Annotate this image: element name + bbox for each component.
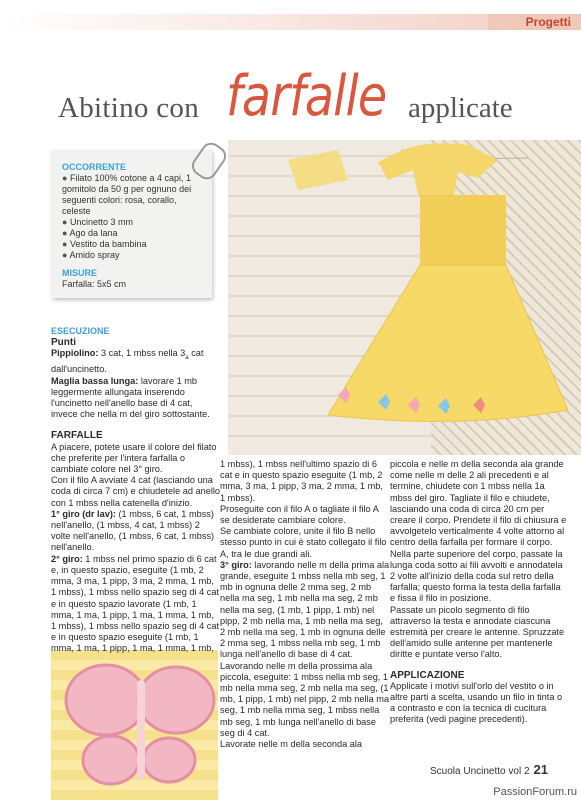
section-tab — [488, 14, 581, 30]
section-heading-esecuzione: ESECUZIONE — [51, 326, 110, 336]
title-part1: Abitino con — [58, 92, 200, 124]
paragraph: 3° giro: lavorando nelle m della prima ala grande, eseguite 1 mbss nella mb seg, 1 mb in ognuna delle 2 mma seg, 2 mb nella ma seg, 1 mb nella ma seg, 2 mb nella ma seg, (1 mb, 1 pipp, 1 mb) nel pipp, 2 mb nella ma, 1 mb nella ma seg, 2 mb nella ma seg, 1 mb in ognuna delle 2 mma seg, 1 mbss nella mb seg, 1 mb lunga nell'anello di base di 4 cat. Lavorando nelle m della prossima ala piccola, eseguite: 1 mbss nella mb seg, 1 mb nella mma seg, 2 mb nella ma seg, (1 mb, 1 pipp, 1 mb) nel pipp, 2 mb nella ma seg, 1 mb nella mma seg, 1 mbss nella mb seg, 1 mb lunga nell'anello di base seg di 4 cat. — [220, 559, 390, 738]
supply-item: ● Uncinetto 3 mm — [62, 217, 133, 227]
section-heading-applicazione: APPLICAZIONE — [390, 669, 465, 681]
paragraph: Con il filo A avviate 4 cat (lasciando una coda di circa 7 cm) e chiudetele ad anello con 1 mbss nella catenella d'inizio. — [51, 475, 221, 508]
dress-illustration — [228, 140, 581, 455]
magazine-name: Scuola Uncinetto vol 2 — [430, 766, 530, 777]
supply-item: ● Filato 100% cotone a 4 capi, 1 gomitolo da 50 g per ognuno dei seguenti colori: rosa, corallo, celeste — [62, 173, 192, 216]
column-1 — [51, 326, 221, 655]
paragraph: 2° giro: 1 mbss nel primo spazio di 6 cat e, in questo spazio, eseguite (1 mb, 2 mma, 3 ma, 1 pipp, 3 ma, 2 mma, 1 mb, 1 mbss), 1 mbss nello spazio seg di 4 cat e in questo spazio lavorate (1 mb, 1 mma, 1 ma, 1 pipp, 1 ma, 1 mma, 1 mb, 1 mbss), 1 mbss nello spazio seg di 4 cat e in questo spazio eseguite (1 mb, 1 mma, 1 ma, 1 pipp, 1 ma, 1 mma, 1 mb, — [51, 553, 220, 654]
title-part2: farfalle — [226, 64, 387, 129]
subheading-punti: Punti — [51, 337, 76, 349]
paragraph: 1 mbss), 1 mbss nell'ultimo spazio di 6 cat e in questo spazio eseguite (1 mb, 2 mma, 3 ma, 1 pipp, 3 ma, 2 mma, 1 mb, 1 mbss). — [220, 459, 383, 503]
supplies-card — [52, 150, 212, 298]
paragraph: Pippiolino: 3 cat, 1 mbss nella $3_a$ cat dall'uncinetto. — [51, 348, 204, 375]
title-part3: applicate — [408, 92, 513, 124]
paragraph: Maglia bassa lunga: lavorare 1 mb leggermente allungata inserendo l'uncinetto nell'anello base di 4 cat, invece che nella m del giro sottostante. — [51, 375, 210, 420]
supply-item: ● Amido spray — [62, 250, 120, 260]
sizes-heading: MISURE — [62, 268, 98, 278]
column-3 — [390, 459, 568, 726]
supply-item: ● Vestito da bambina — [62, 239, 147, 249]
paragraph: 1° giro (dr lav): (1 mbss, 6 cat, 1 mbss) nell'anello, (1 mbss, 4 cat, 1 mbss) 2 volte nell'anello, (1 mbss, 6 cat, 1 mbss) nell'anello. — [51, 508, 215, 553]
paragraph: A piacere, potete usare il colore del filato che preferite per l'intera farfalla o cambiate colore nel 3° giro. — [51, 441, 217, 475]
page-title — [58, 64, 578, 136]
page-number: 21 — [533, 762, 548, 777]
section-heading-farfalle: FARFALLE — [51, 430, 103, 442]
page-footer — [430, 762, 548, 777]
butterfly-photo — [51, 650, 218, 800]
column-2 — [220, 459, 390, 750]
paragraph: Lavorate nelle m della seconda ala — [220, 739, 362, 750]
paragraph: Passate un picolo segmento di filo attraverso la testa e annodate ciascuna estremità per creare le antenne. Spruzzate dell'amido sulle antenne per mantenerle diritte e puntate verso l'alto. — [390, 604, 565, 660]
dress-photo — [228, 140, 581, 455]
supplies-heading: OCCORRENTE — [62, 162, 127, 172]
paragraph: Se cambiate colore, unite il filo B nello stesso punto in cui è stato collegato il filo A, tra le due grandi ali. — [220, 526, 387, 559]
paragraph: Proseguite con il filo A o tagliate il filo A se desiderate cambiare colore. — [220, 503, 379, 526]
watermark: PassionForum.ru — [493, 786, 577, 798]
header-bar — [0, 14, 488, 30]
paragraph: Nella parte superiore del corpo, passate la lunga coda sotto ai fili avvolti e annodatela 2 volte all'inizio della coda sul retro della farfalla; questo forma la testa della farfalla e fissa il filo in posizione. — [390, 548, 563, 604]
sizes-text: Farfalla: 5x5 cm — [62, 279, 127, 289]
paragraph: Applicate i motivi sull'orlo del vestito o in altre parti a scelta, usando un filo in tinta o a contrasto e con la tecnica di cucitura preferita (vedi pagine precedenti). — [390, 680, 563, 725]
paragraph: piccola e nelle m della seconda ala grande come nelle m delle 2 ali precedenti e al termine, chiudete con 1 mbss nella 1a mbss del giro. Tagliate il filo e chiudete, lasciando una coda di circa 20 cm per creare il corpo. Prendete il filo di chiusura e avvolgetelo verticalmente 4 volte attorno al centro della farfalla per formare il corpo. — [390, 459, 567, 548]
section-label: Progetti — [525, 15, 571, 29]
butterfly-illustration — [51, 650, 218, 800]
supply-item: ● Ago da lana — [62, 228, 118, 238]
